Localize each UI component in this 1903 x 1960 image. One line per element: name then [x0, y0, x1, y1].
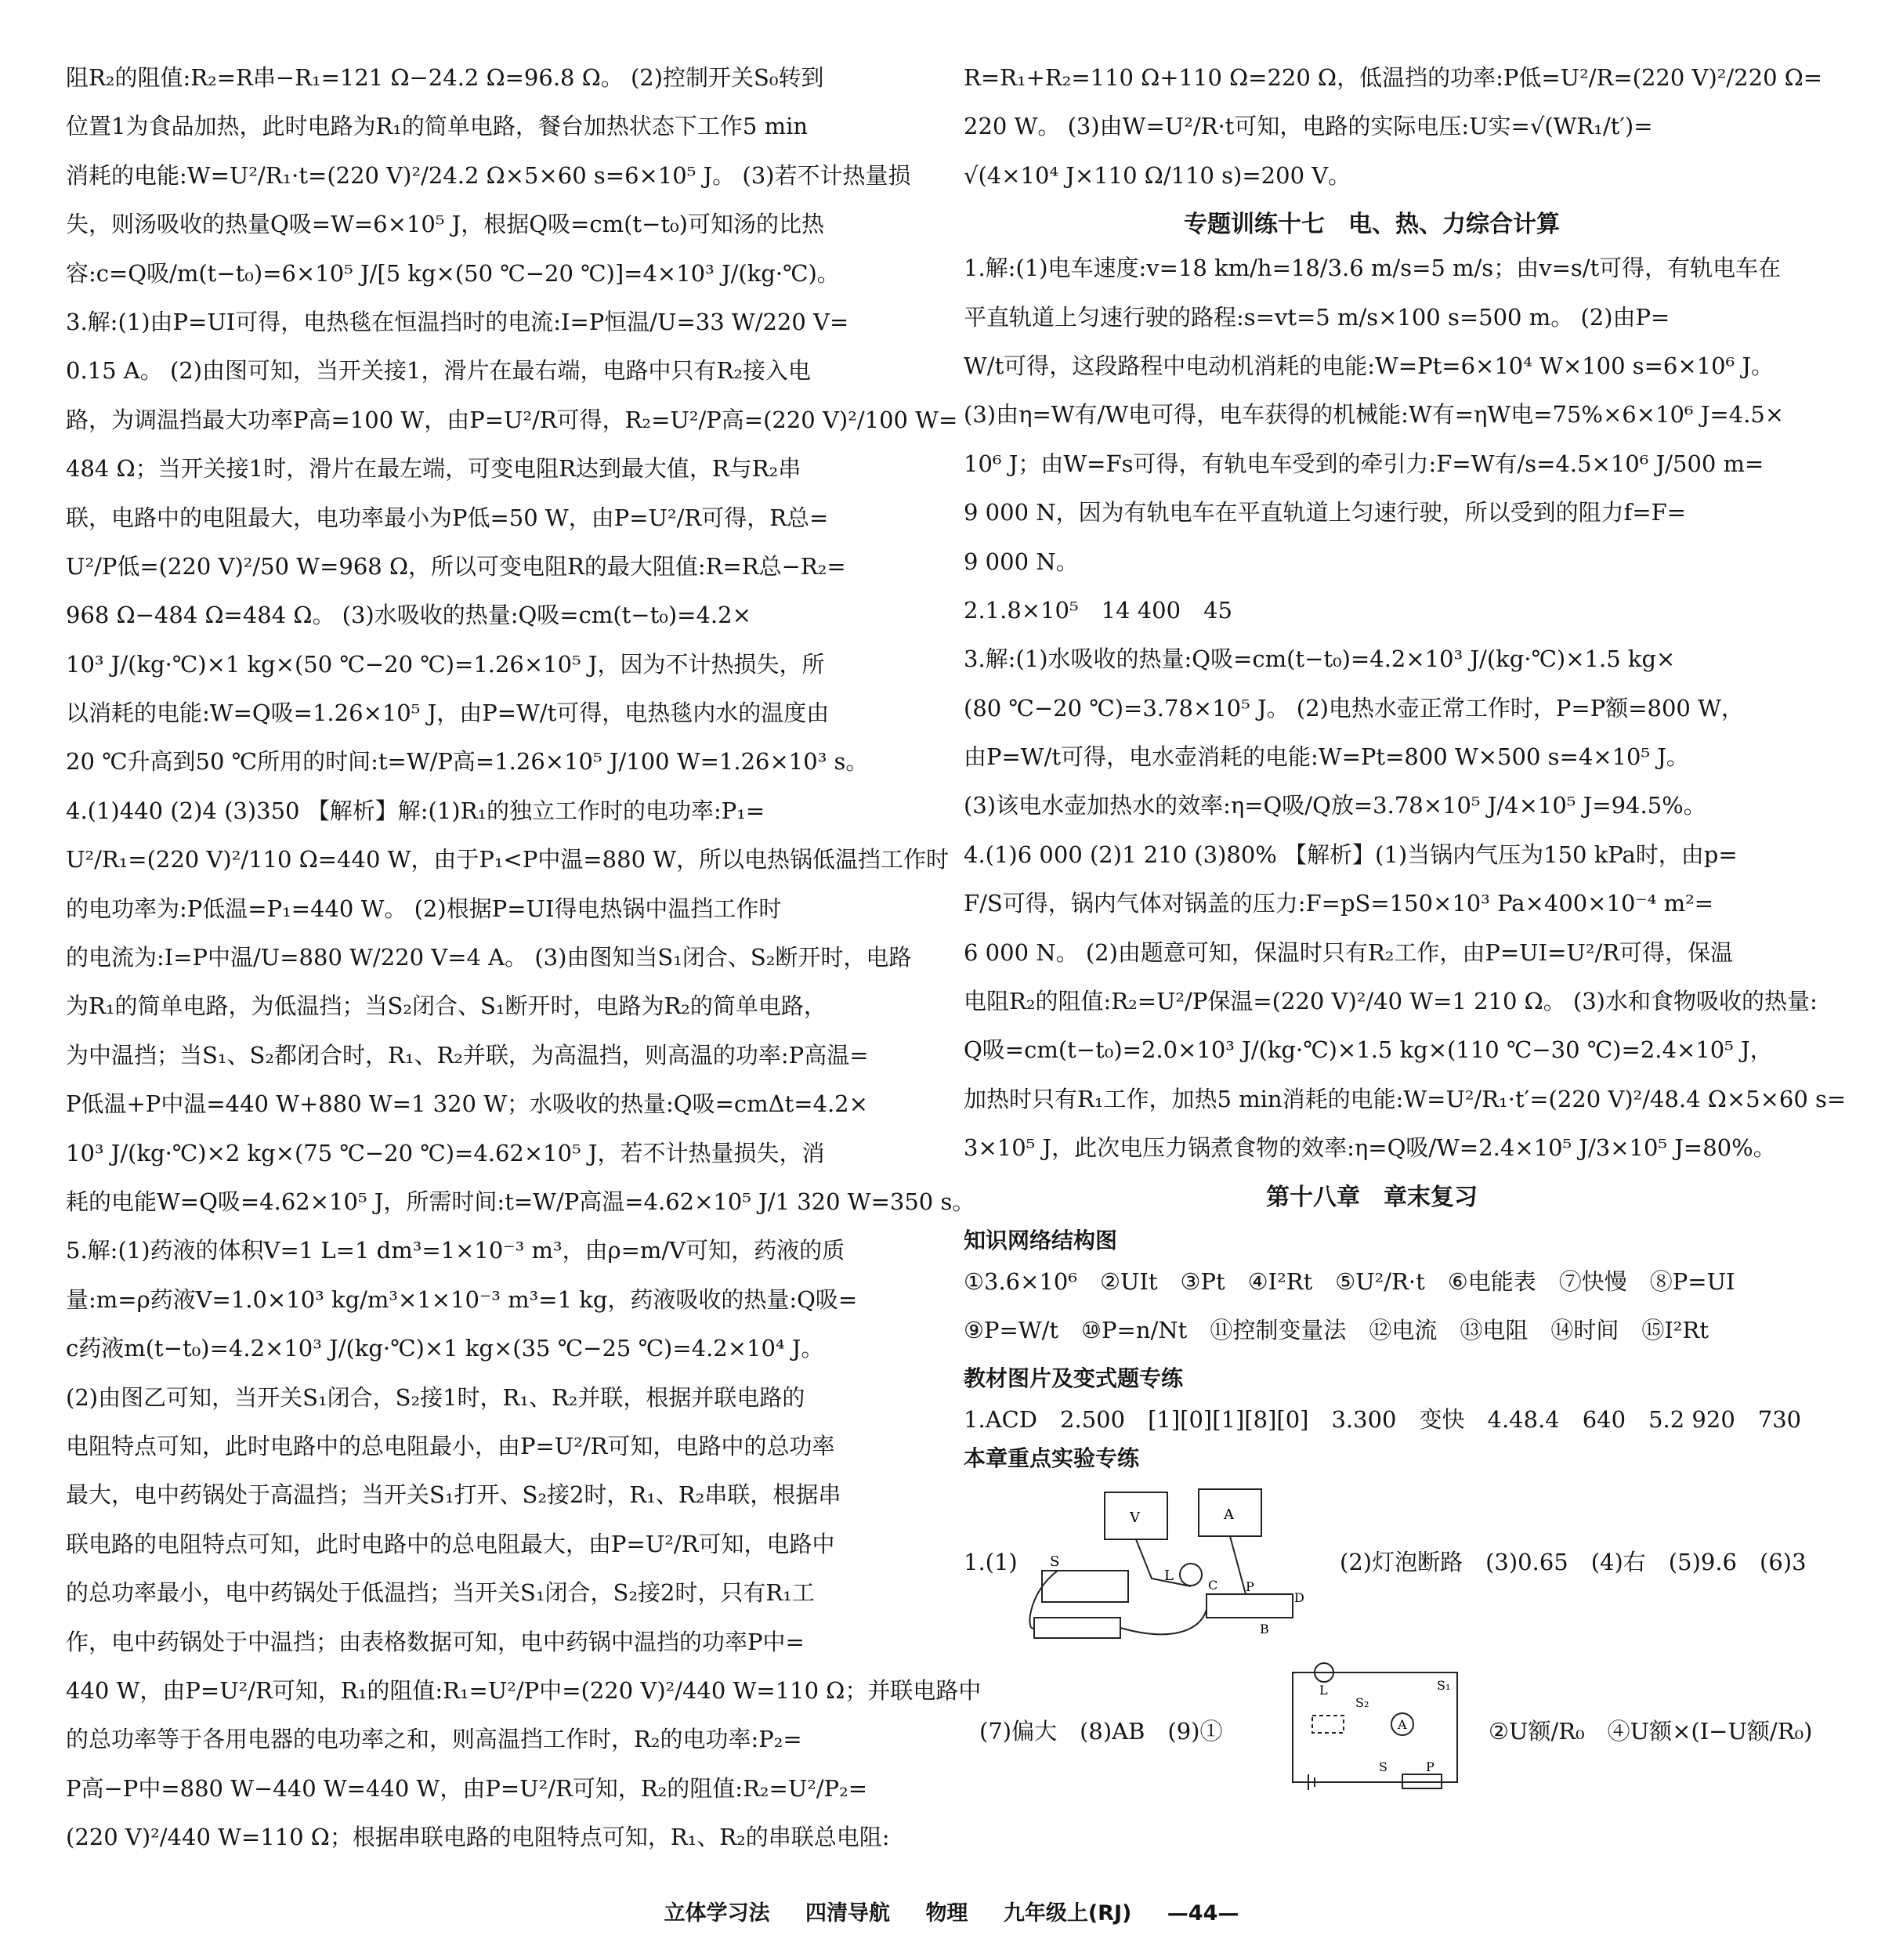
p-label: P: [1426, 1759, 1434, 1775]
left-text-line: 3.解:(1)由P=UI可得，电热毯在恒温挡时的电流:I=P恒温/U=33 W/220 V=: [66, 308, 849, 335]
experiment-q1-row: [964, 1484, 1807, 1649]
circuit-diagram-2: [1277, 1657, 1473, 1798]
switch-label: S: [1050, 1553, 1060, 1571]
textbook-title: 教材图片及变式题专练: [964, 1365, 1184, 1392]
right-top-line: 220 W。 (3)由W=U²/R·t可知，电路的实际电压:U实=√(WR₁/t′)=: [964, 113, 1653, 140]
section17-line: 10⁶ J；由W=Fs可得，有轨电车受到的牵引力:F=W有/s=4.5×10⁶ J/500 m=: [964, 450, 1764, 477]
right-top-line: R=R₁+R₂=110 Ω+110 Ω=220 Ω，低温挡的功率:P低=U²/R=(220 V)²/220 Ω=: [964, 64, 1823, 91]
section17-line: 4.(1)6 000 (2)1 210 (3)80% 【解析】(1)当锅内气压为150 kPa时，由p=: [964, 841, 1738, 868]
s-label: S: [1379, 1759, 1387, 1775]
left-column: [66, 63, 982, 1871]
voltmeter-label: V: [1130, 1510, 1140, 1527]
s2-label: S₂: [1355, 1695, 1369, 1711]
left-text-line: P高−P中=880 W−440 W=440 W，由P=U²/R可知，R₂的阻值:R₂=U²/P₂=: [66, 1774, 868, 1802]
section17-line: W/t可得，这段路程中电动机消耗的电能:W=Pt=6×10⁴ W×100 s=6×10⁶ J。: [964, 352, 1775, 379]
section17-line: (3)由η=W有/W电可得，电车获得的机械能:W有=ηW电=75%×6×10⁶ J=4.5×: [964, 401, 1785, 429]
rheostat-shape: [1207, 1594, 1293, 1618]
ammeter-label: A: [1224, 1506, 1234, 1524]
right-top-block: [964, 63, 1823, 190]
r0-shape: [1312, 1716, 1344, 1733]
textbook-answers: 1.ACD 2.500 [1][0][1][8][0] 3.300 变快 4.48.4 640 5.2 920 730: [964, 1406, 1802, 1434]
section17-line: 平直轨道上匀速行驶的路程:s=vt=5 m/s×100 s=500 m。 (2)由P=: [964, 303, 1670, 331]
right-top-line: √(4×10⁴ J×110 Ω/110 s)=200 V。: [964, 161, 1351, 189]
left-text-line: c药液m(t−t₀)=4.2×10³ J/(kg·℃)×1 kg×(35 ℃−25 ℃)=4.2×10⁴ J。: [66, 1335, 824, 1362]
knowledge-line: ⑨P=W/t ⑩P=n/Nt ⑪控制变量法 ⑫电流 ⑬电阻 ⑭时间 ⑮I²Rt: [964, 1316, 1709, 1343]
left-text-line: 联电路的电阻特点可知，此时电路中的总电阻最大，由P=U²/R可知，电路中: [66, 1530, 835, 1557]
section17-block: [964, 253, 1847, 1163]
section17-line: 6 000 N。 (2)由题意可知，保温时只有R₂工作，由P=UI=U²/R可得，保温: [964, 938, 1734, 966]
left-text-line: 消耗的电能:W=U²/R₁·t=(220 V)²/24.2 Ω×5×60 s=6×10⁵ J。 (3)若不计热量损: [66, 161, 911, 189]
left-text-line: 阻R₂的阻值:R₂=R串−R₁=121 Ω−24.2 Ω=96.8 Ω。 (2)控制开关S₀转到: [66, 64, 824, 91]
section17-line: 9 000 N，因为有轨电车在平直轨道上匀速行驶，所以受到的阻力f=F=: [964, 499, 1687, 526]
page-footer: [0, 1896, 1903, 1926]
knowledge-block: [964, 1267, 1780, 1345]
chapter18-title: 第十八章 章末复习: [1266, 1183, 1478, 1211]
left-text-line: 10³ J/(kg·℃)×1 kg×(50 ℃−20 ℃)=1.26×10⁵ J，因为不计热损失，所: [66, 650, 825, 678]
exp-q1-c: ②U额/R₀ ④U额×(I−U额/R₀): [1489, 1718, 1813, 1745]
left-text-line: 最大，电中药锅处于高温挡；当开关S₁打开、S₂接2时，R₁、R₂串联，根据串: [66, 1481, 841, 1509]
left-text-line: 10³ J/(kg·℃)×2 kg×(75 ℃−20 ℃)=4.62×10⁵ J，若不计热量损失，消: [66, 1139, 825, 1166]
rheostat-c-label: C: [1208, 1578, 1218, 1593]
left-text-line: 968 Ω−484 Ω=484 Ω。 (3)水吸收的热量:Q吸=cm(t−t₀)=4.2×: [66, 602, 751, 629]
left-text-line: U²/R₁=(220 V)²/110 Ω=440 W，由于P₁<P中温=880 W，所以电热锅低温挡工作时: [66, 846, 950, 873]
rheostat-b-label: B: [1260, 1622, 1269, 1637]
left-text-line: 容:c=Q吸/m(t−t₀)=6×10⁵ J/[5 kg×(50 ℃−20 ℃)]=4×10³ J/(kg·℃)。: [66, 259, 840, 287]
left-text-line: 的电功率为:P低温=P₁=440 W。 (2)根据P=UI得电热锅中温挡工作时: [66, 895, 782, 922]
section17-line: 3×10⁵ J，此次电压力锅煮食物的效率:η=Q吸/W=2.4×10⁵ J/3×10⁵ J=80%。: [964, 1134, 1776, 1162]
rheostat-p-label: P: [1246, 1579, 1254, 1595]
left-text-line: 0.15 A。 (2)由图可知，当开关接1，滑片在最右端，电路中只有R₂接入电: [66, 357, 811, 385]
battery-shape: [1034, 1618, 1120, 1638]
footer-series: 四清导航: [805, 1901, 891, 1926]
left-text-line: 作，电中药锅处于中温挡；由表格数据可知，电中药锅中温挡的功率P中=: [66, 1628, 805, 1655]
section17-line: 电阻R₂的阻值:R₂=U²/P保温=(220 V)²/40 W=1 210 Ω。 (3)水和食物吸收的热量:: [964, 988, 1818, 1015]
left-text-line: 失，则汤吸收的热量Q吸=W=6×10⁵ J，根据Q吸=cm(t−t₀)可知汤的比热: [66, 211, 824, 238]
left-text-line: 耗的电能W=Q吸=4.62×10⁵ J，所需时间:t=W/P高温=4.62×10⁵ J/1 320 W=350 s。: [66, 1188, 975, 1215]
left-text-line: (220 V)²/440 W=110 Ω；根据串联电路的电阻特点可知，R₁、R₂的串联总电阻:: [66, 1824, 890, 1851]
left-text-line: 路，为调温挡最大功率P高=100 W，由P=U²/R可得，R₂=U²/P高=(220 V)²/100 W=: [66, 406, 958, 433]
left-text-line: 的总功率最小，电中药锅处于低温挡；当开关S₁闭合，S₂接2时，只有R₁工: [66, 1579, 815, 1607]
exp-q1-label: 1.(1): [964, 1549, 1018, 1576]
section17-line: 由P=W/t可得，电水壶消耗的电能:W=Pt=800 W×500 s=4×10⁵ J。: [964, 743, 1689, 771]
exp-q1-answers: (2)灯泡断路 (3)0.65 (4)右 (5)9.6 (6)3: [1340, 1549, 1807, 1576]
knowledge-line: ①3.6×10⁶ ②UIt ③Pt ④I²Rt ⑤U²/R·t ⑥电能表 ⑦快慢 ⑧P=UI: [964, 1267, 1735, 1295]
section17-line: (80 ℃−20 ℃)=3.78×10⁵ J。 (2)电热水壶正常工作时，P=P额=800 W，: [964, 694, 1744, 721]
section17-line: (3)该电水壶加热水的效率:η=Q吸/Q放=3.78×10⁵ J/4×10⁵ J=94.5%。: [964, 792, 1706, 819]
left-text-line: 484 Ω；当开关接1时，滑片在最左端，可变电阻R达到最大值，R与R₂串: [66, 455, 801, 483]
footer-grade: 九年级上(RJ): [1003, 1901, 1132, 1926]
knowledge-title: 知识网络结构图: [964, 1227, 1118, 1253]
s1-label: S₁: [1437, 1678, 1451, 1694]
left-text-line: P低温+P中温=440 W+880 W=1 320 W；水吸收的热量:Q吸=cmΔt=4.2×: [66, 1090, 868, 1118]
section17-line: Q吸=cm(t−t₀)=2.0×10³ J/(kg·℃)×1.5 kg×(110 ℃−30 ℃)=2.4×10⁵ J，: [964, 1036, 1773, 1064]
left-text-line: 联，电路中的电阻最大，电功率最小为P低=50 W，由P=U²/R可得，R总=: [66, 504, 829, 531]
left-text-line: 的总功率等于各用电器的电功率之和，则高温挡工作时，R₂的电功率:P₂=: [66, 1726, 802, 1753]
left-text-line: 为中温挡；当S₁、S₂都闭合时，R₁、R₂并联，为高温挡，则高温的功率:P高温=: [66, 1041, 869, 1069]
left-text-line: 5.解:(1)药液的体积V=1 L=1 dm³=1×10⁻³ m³，由ρ=m/V可知，药液的质: [66, 1237, 845, 1264]
footer-brand: 立体学习法: [664, 1901, 770, 1926]
left-text-line: 4.(1)440 (2)4 (3)350 【解析】解:(1)R₁的独立工作时的电功率:P₁=: [66, 797, 765, 824]
left-text-line: 以消耗的电能:W=Q吸=1.26×10⁵ J，由P=W/t可得，电热毯内水的温度由: [66, 700, 830, 727]
left-text-line: (2)由图乙可知，当开关S₁闭合，S₂接1时，R₁、R₂并联，根据并联电路的: [66, 1383, 805, 1411]
right-column: [964, 63, 1847, 1798]
left-text-line: 为R₁的简单电路，为低温挡；当S₂闭合、S₁断开时，电路为R₂的简单电路，: [66, 993, 827, 1020]
left-text-line: 的电流为:I=P中温/U=880 W/220 V=4 A。 (3)由图知当S₁闭合、S₂断开时，电路: [66, 944, 912, 971]
section17-line: 9 000 N。: [964, 548, 1079, 575]
ammeter2-label: A: [1398, 1717, 1407, 1733]
lamp-label: L: [1319, 1683, 1328, 1698]
section17-line: 2.1.8×10⁵ 14 400 45: [964, 596, 1232, 624]
left-text-line: 位置1为食品加热，此时电路为R₁的简单电路，餐台加热状态下工作5 min: [66, 113, 809, 140]
switch-base: [1042, 1571, 1128, 1602]
rheostat-d-label: D: [1294, 1590, 1304, 1606]
left-text-line: U²/P低=(220 V)²/50 W=968 Ω，所以可变电阻R的最大阻值:R=R总−R₂=: [66, 552, 846, 580]
bulb-shape: [1180, 1564, 1202, 1586]
experiment-q1-row2: [964, 1657, 1813, 1798]
left-text-line: 440 W，由P=U²/R可知，R₁的阻值:R₁=U²/P中=(220 V)²/440 W=110 Ω；并联电路中: [66, 1676, 982, 1704]
experiment-title: 本章重点实验专练: [964, 1445, 1140, 1472]
exp-q1-b: (7)偏大 (8)AB (9)①: [979, 1718, 1223, 1745]
section17-line: F/S可得，锅内气体对锅盖的压力:F=pS=150×10³ Pa×400×10⁻⁴ m²=: [964, 890, 1714, 917]
left-text-line: 电阻特点可知，此时电路中的总电阻最小，由P=U²/R可知，电路中的总功率: [66, 1432, 835, 1459]
section17-line: 1.解:(1)电车速度:v=18 km/h=18/3.6 m/s=5 m/s；由v=s/t可得，有轨电车在: [964, 255, 1782, 282]
section17-title: 专题训练十七 电、热、力综合计算: [1184, 211, 1560, 239]
left-text-line: 量:m=ρ药液V=1.0×10³ kg/m³×1×10⁻³ m³=1 kg，药液吸收的热量:Q吸=: [66, 1286, 858, 1313]
section17-line: 加热时只有R₁工作，加热5 min消耗的电能:W=U²/R₁·t′=(220 V)²/48.4 Ω×5×60 s=: [964, 1085, 1847, 1112]
footer-page-number: —44—: [1167, 1901, 1239, 1926]
footer-subject: 物理: [925, 1901, 968, 1926]
circuit-diagram-1: [1011, 1484, 1308, 1649]
bulb-label: L: [1164, 1568, 1174, 1585]
left-text-line: 20 ℃升高到50 ℃所用的时间:t=W/P高=1.26×10⁵ J/100 W=1.26×10³ s。: [66, 748, 869, 776]
section17-line: 3.解:(1)水吸收的热量:Q吸=cm(t−t₀)=4.2×10³ J/(kg·℃)×1.5 kg×: [964, 645, 1676, 673]
